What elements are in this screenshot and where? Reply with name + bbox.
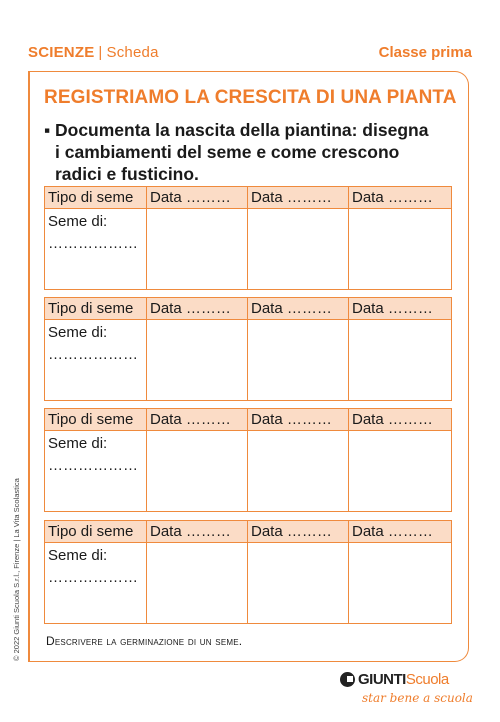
instruction-line-1: ▪ Documenta la nascita della piantina: disegna xyxy=(44,120,429,140)
publisher-logo xyxy=(340,671,473,715)
drawing-cell-3[interactable] xyxy=(349,431,452,512)
header-date-3: Data ……… xyxy=(349,521,452,543)
table-header-row xyxy=(45,521,452,543)
table-header-row xyxy=(45,187,452,209)
drawing-cell-2[interactable] xyxy=(248,431,349,512)
logo-wordmark: GIUNTIScuola xyxy=(358,671,449,688)
logo-slogan: star bene a scuola xyxy=(362,691,473,705)
header-date-1: Data ……… xyxy=(147,298,248,320)
drawing-cell-2[interactable] xyxy=(248,543,349,624)
drawing-cell-1[interactable] xyxy=(147,543,248,624)
header-separator: | xyxy=(98,44,103,61)
drawing-cell-3[interactable] xyxy=(349,209,452,290)
header-date-3: Data ……… xyxy=(349,187,452,209)
seed-dots: ……………… xyxy=(48,457,138,474)
copyright-notice: © 2022 Giunti Scuola S.r.l., Firenze | La Vita Scolastica xyxy=(12,478,21,661)
header-date-2: Data ……… xyxy=(248,298,349,320)
table-header-row xyxy=(45,298,452,320)
seed-label: Seme di: xyxy=(48,435,108,452)
subject-name: SCIENZE xyxy=(28,44,95,61)
seed-label: Seme di: xyxy=(48,324,108,341)
drawing-cell-3[interactable] xyxy=(349,543,452,624)
seed-dots: ……………… xyxy=(48,569,138,586)
footnote: Descrivere la germinazione di un seme. xyxy=(46,634,243,648)
seed-cell[interactable] xyxy=(45,209,147,290)
observation-table-2 xyxy=(44,297,452,401)
drawing-cell-3[interactable] xyxy=(349,320,452,401)
seed-dots: ……………… xyxy=(48,235,138,252)
drawing-cell-1[interactable] xyxy=(147,320,248,401)
drawing-cell-2[interactable] xyxy=(248,209,349,290)
seed-cell[interactable] xyxy=(45,543,147,624)
header-date-3: Data ……… xyxy=(349,409,452,431)
header-seed-type: Tipo di seme xyxy=(45,187,147,209)
worksheet-title: REGISTRIAMO LA CRESCITA DI UNA PIANTA xyxy=(44,87,457,108)
seed-label: Seme di: xyxy=(48,547,108,564)
subject-label xyxy=(28,44,159,61)
drawing-cell-1[interactable] xyxy=(147,431,248,512)
header-date-1: Data ……… xyxy=(147,409,248,431)
table-body-row xyxy=(45,209,452,290)
logo-mark-icon xyxy=(340,672,355,687)
content-frame-left-edge xyxy=(28,71,30,662)
sheet-label: Scheda xyxy=(106,44,159,61)
header-date-2: Data ……… xyxy=(248,521,349,543)
header-seed-type: Tipo di seme xyxy=(45,409,147,431)
instruction-line-3: radici e fusticino. xyxy=(55,164,199,184)
seed-label: Seme di: xyxy=(48,213,108,230)
observation-table-1 xyxy=(44,186,452,290)
seed-dots: ……………… xyxy=(48,346,138,363)
observation-table-4 xyxy=(44,520,452,624)
header-date-2: Data ……… xyxy=(248,409,349,431)
header-seed-type: Tipo di seme xyxy=(45,298,147,320)
header-date-3: Data ……… xyxy=(349,298,452,320)
table-body-row xyxy=(45,543,452,624)
header-date-1: Data ……… xyxy=(147,187,248,209)
seed-cell[interactable] xyxy=(45,431,147,512)
table-header-row xyxy=(45,409,452,431)
page-header xyxy=(28,44,472,66)
table-body-row xyxy=(45,431,452,512)
observation-table-3 xyxy=(44,408,452,512)
seed-cell[interactable] xyxy=(45,320,147,401)
bullet-icon: ▪ xyxy=(44,120,51,140)
header-date-2: Data ……… xyxy=(248,187,349,209)
instruction-block xyxy=(44,119,454,185)
drawing-cell-2[interactable] xyxy=(248,320,349,401)
class-label: Classe prima xyxy=(378,44,472,61)
table-body-row xyxy=(45,320,452,401)
header-date-1: Data ……… xyxy=(147,521,248,543)
drawing-cell-1[interactable] xyxy=(147,209,248,290)
header-seed-type: Tipo di seme xyxy=(45,521,147,543)
instruction-line-2: i cambiamenti del seme e come crescono xyxy=(55,142,400,162)
